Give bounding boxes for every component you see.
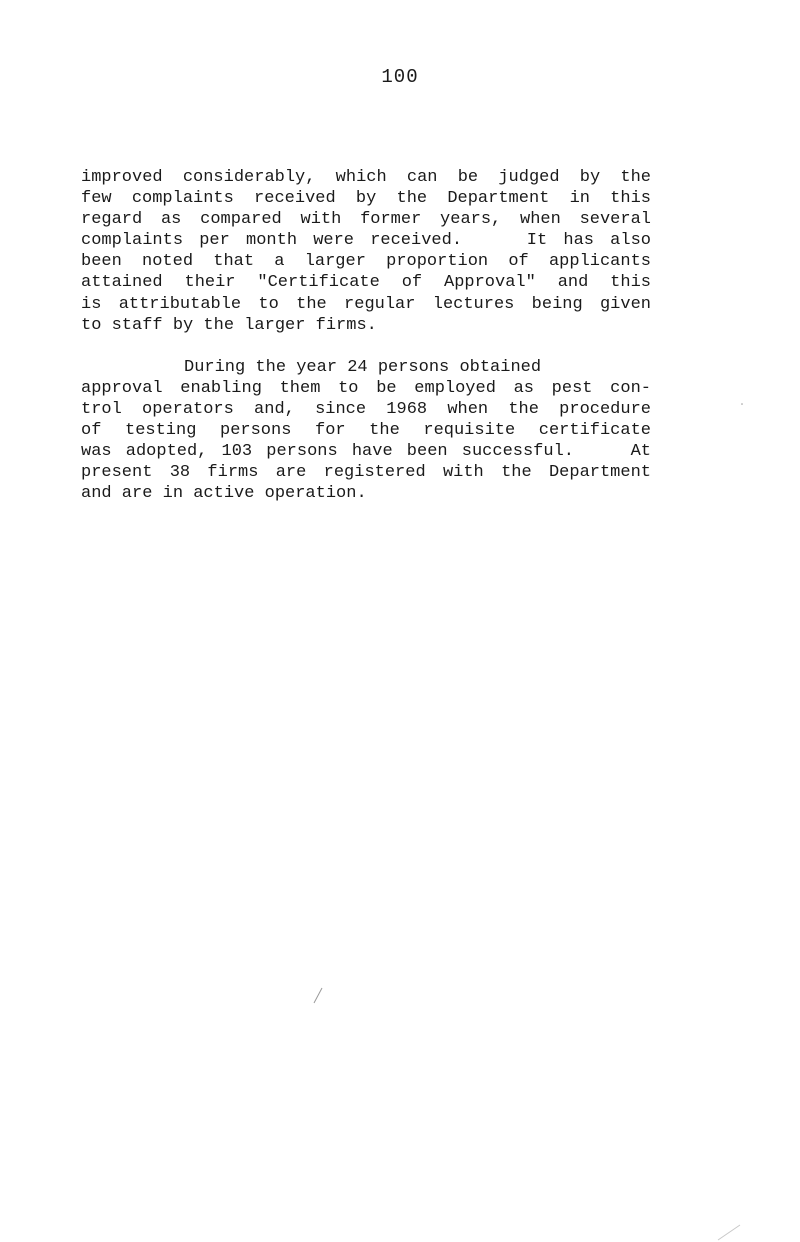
text-line: complaints per month were received. It has also	[81, 231, 651, 251]
scan-mark-corner	[718, 1225, 740, 1240]
text-line: trol operators and, since 1968 when the procedure	[81, 400, 651, 420]
paragraph-1	[81, 167, 651, 336]
text-line: improved considerably, which can be judged by the	[81, 168, 651, 187]
text-line: regard as compared with former years, when several	[81, 210, 651, 230]
text-line: approval enabling them to be employed as pest con-	[81, 378, 651, 398]
text-line: to staff by the larger firms.	[81, 315, 377, 335]
text-line: and are in active operation.	[81, 484, 367, 504]
text-line: present 38 firms are registered with the Department	[81, 463, 651, 483]
body-text	[81, 167, 651, 505]
text-line: attained their "Certificate of Approval" and this	[81, 273, 651, 293]
text-line: During the year 24 persons obtained	[184, 357, 542, 377]
paragraph-gap	[81, 336, 651, 357]
text-line: few complaints received by the Department in this	[81, 189, 651, 209]
text-line: of testing persons for the requisite certificate	[81, 421, 651, 441]
text-line: is attributable to the regular lectures being given	[81, 294, 651, 314]
scan-mark-stroke	[314, 988, 322, 1003]
text-line: was adopted, 103 persons have been successful. At	[81, 442, 651, 462]
scan-mark-dot	[741, 403, 743, 405]
text-line: been noted that a larger proportion of applicants	[81, 252, 651, 272]
paragraph-2	[81, 357, 651, 505]
page-number: 100	[381, 66, 419, 88]
